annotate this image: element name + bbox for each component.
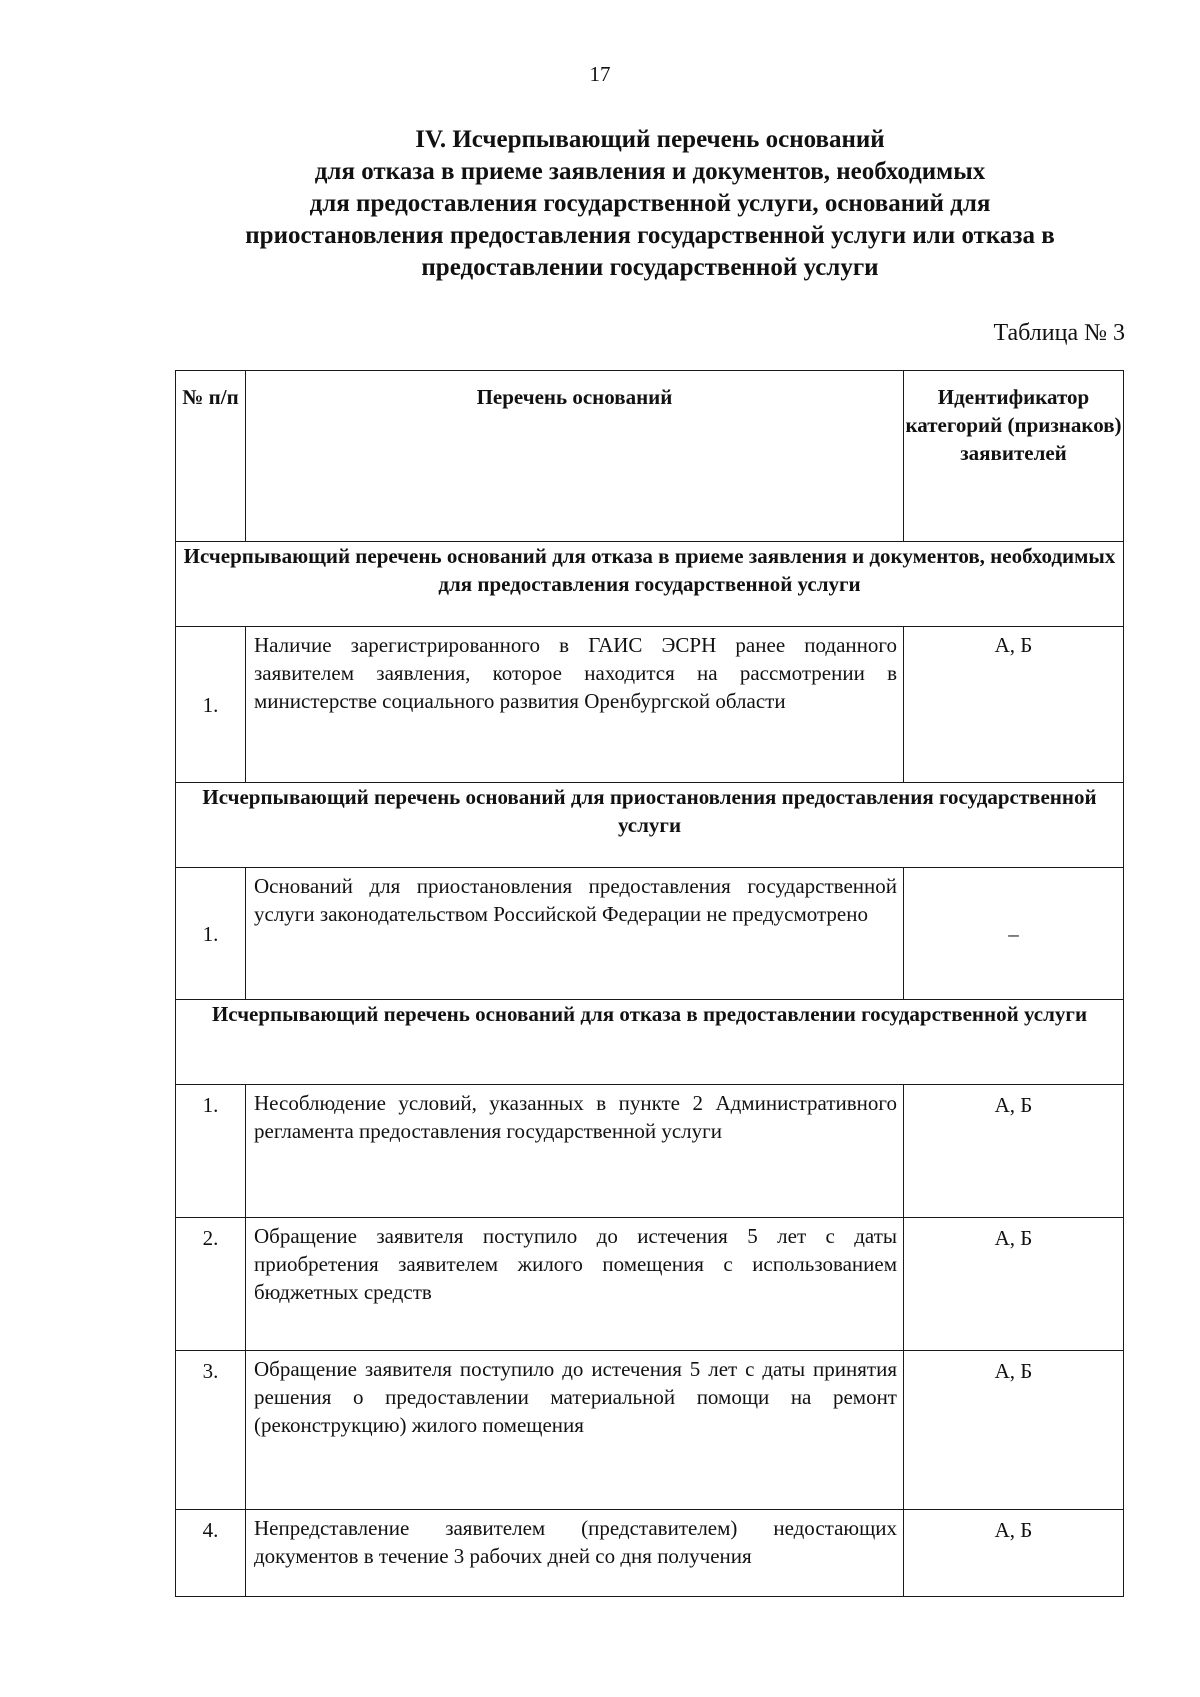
table-header-row [176, 371, 1124, 542]
row-reason-text: Наличие зарегистрированного в ГАИС ЭСРН ранее поданного заявителем заявления, которое находится на рассмотрении в министерстве социального развития Оренбургской области [246, 627, 904, 783]
table-row [176, 868, 1124, 1000]
row-identifier: А, Б [904, 1510, 1124, 1597]
row-number: 4. [176, 1510, 246, 1597]
row-number: 3. [176, 1351, 246, 1510]
section-title [170, 124, 1130, 284]
row-identifier: А, Б [904, 1351, 1124, 1510]
section-title-line: предоставлении государственной услуги [421, 254, 879, 281]
row-reason-text: Обращение заявителя поступило до истечения 5 лет с даты приобретения заявителем жилого помещения с использованием бюджетных средств [246, 1218, 904, 1351]
row-reason-text: Обращение заявителя поступило до истечения 5 лет с даты принятия решения о предоставлении материальной помощи на ремонт (реконструкцию) жилого помещения [246, 1351, 904, 1510]
header-identifier: Идентификатор категорий (признаков) заявителей [904, 371, 1124, 542]
table-row [176, 1085, 1124, 1218]
table-row [176, 1218, 1124, 1351]
header-num: № п/п [176, 371, 246, 542]
group-title-refusal-service: Исчерпывающий перечень оснований для отказа в предоставлении государственной услуги [176, 1000, 1124, 1085]
row-identifier: – [904, 868, 1124, 1000]
row-identifier: А, Б [904, 1085, 1124, 1218]
table-row [176, 1351, 1124, 1510]
section-title-line: IV. Исчерпывающий перечень оснований [415, 126, 885, 153]
row-number: 1. [176, 868, 246, 1000]
row-reason-text: Несоблюдение условий, указанных в пункте 2 Административного регламента предоставления государственной услуги [246, 1085, 904, 1218]
section-title-line: приостановления предоставления государственной услуги или отказа в [245, 222, 1055, 249]
row-reason-text: Оснований для приостановления предоставления государственной услуги законодательством Российской Федерации не предусмотрено [246, 868, 904, 1000]
group-title-suspension: Исчерпывающий перечень оснований для приостановления предоставления государственной услуги [176, 783, 1124, 868]
table-row [176, 627, 1124, 783]
group-header-row [176, 1000, 1124, 1085]
header-reasons: Перечень оснований [246, 371, 904, 542]
row-number: 2. [176, 1218, 246, 1351]
group-header-row [176, 783, 1124, 868]
group-header-row [176, 542, 1124, 627]
section-title-line: для предоставления государственной услуги, оснований для [309, 190, 991, 217]
page-number: 17 [589, 62, 611, 86]
table-caption: Таблица № 3 [993, 320, 1125, 346]
row-identifier: А, Б [904, 627, 1124, 783]
row-number: 1. [176, 627, 246, 783]
group-title-refusal-acceptance: Исчерпывающий перечень оснований для отказа в приеме заявления и документов, необходимых для предоставления государственной услуги [176, 542, 1124, 627]
row-identifier: А, Б [904, 1218, 1124, 1351]
row-reason-text: Непредставление заявителем (представителем) недостающих документов в течение 3 рабочих дней со дня получения [246, 1510, 904, 1597]
table-row [176, 1510, 1124, 1597]
row-number: 1. [176, 1085, 246, 1218]
section-title-line: для отказа в приеме заявления и документов, необходимых [314, 158, 986, 185]
reasons-table [175, 370, 1124, 1597]
